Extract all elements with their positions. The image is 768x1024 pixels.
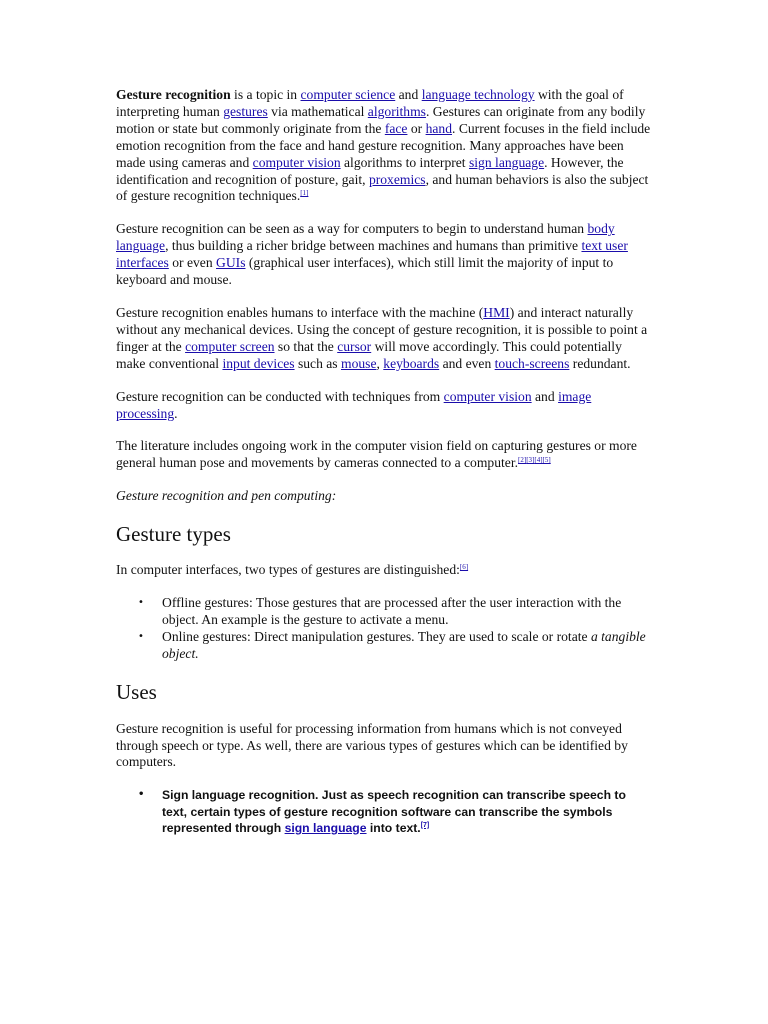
- text-span: Gesture recognition enables humans to interface with the machine (: [116, 304, 484, 320]
- link-hand[interactable]: hand: [425, 120, 453, 136]
- text-span: Gesture recognition can be conducted with techniques from: [116, 388, 444, 404]
- citation-link[interactable]: [5]: [542, 456, 551, 465]
- text-span: algorithms to interpret: [340, 154, 469, 170]
- link-touch-screens[interactable]: touch-screens: [494, 355, 570, 371]
- link-body-language[interactable]: body language: [116, 221, 615, 254]
- citation-link[interactable]: [3]: [526, 456, 535, 465]
- heading-gesture-types: Gesture types: [116, 522, 231, 547]
- intro-paragraph: [116, 87, 652, 205]
- heading-uses: Uses: [116, 679, 157, 704]
- text-span: . Current focuses in the field include emotion recognition from the face and hand gesture recognition. Many approaches have been made using cameras and: [116, 120, 651, 170]
- text-span: into text.: [366, 820, 421, 835]
- text-span: and even: [439, 355, 495, 371]
- gesture-types-list: [116, 595, 652, 663]
- gesture-types-intro: [116, 562, 652, 579]
- link-computer-science[interactable]: computer science: [300, 87, 396, 102]
- hmi-paragraph: [116, 305, 652, 373]
- text-span: or: [407, 120, 426, 136]
- text-span: and: [395, 87, 422, 102]
- text-span: so that the: [274, 338, 338, 354]
- bold-term: Gesture recognition: [116, 87, 231, 102]
- link-cursor[interactable]: cursor: [337, 338, 372, 354]
- uses-list: [116, 787, 652, 836]
- citation: [300, 189, 308, 197]
- body-language-paragraph: [116, 221, 652, 289]
- link-text-user-interfaces[interactable]: text user interfaces: [116, 238, 628, 271]
- text-span: redundant.: [569, 355, 631, 371]
- citation-link[interactable]: [7]: [420, 821, 430, 829]
- literature-paragraph: [116, 438, 652, 472]
- article-body: [116, 87, 652, 836]
- link-image-processing[interactable]: image processing: [116, 388, 592, 421]
- link-language-technology[interactable]: language technology: [421, 87, 535, 102]
- text-span: , and human behaviors is also the subject of gesture recognition techniques.: [116, 171, 649, 204]
- text-span: ,: [376, 355, 384, 371]
- link-guis[interactable]: GUIs: [216, 255, 246, 271]
- text-span: ) and interact naturally without any mechanical devices. Using the concept of gesture recognition, it is possible to point a finger at the: [116, 304, 648, 354]
- text-span: is a topic in: [230, 87, 301, 102]
- link-gestures[interactable]: gestures: [223, 103, 268, 119]
- link-algorithms[interactable]: algorithms: [367, 103, 426, 119]
- citation-link[interactable]: [6]: [459, 563, 469, 572]
- link-face[interactable]: face: [384, 120, 408, 136]
- text-span: a tangible object.: [162, 628, 646, 661]
- uses-paragraph: Gesture recognition is useful for processing information from humans which is not conveyed through speech or type. As well, there are various types of gestures which can be identified by computers.: [116, 720, 628, 770]
- citation-link[interactable]: [1]: [300, 189, 309, 198]
- citation-link[interactable]: [4]: [534, 456, 543, 465]
- text-span: will move accordingly. This could potentially make conventional: [116, 338, 622, 371]
- list-item-sign-language: [116, 787, 652, 836]
- link-proxemics[interactable]: proxemics: [368, 171, 426, 187]
- bullet-icon: •: [138, 789, 145, 801]
- list-item-online: [116, 629, 652, 663]
- link-input-devices[interactable]: input devices: [222, 355, 295, 371]
- text-span: . Gestures can originate from any bodily motion or state but commonly originate from the: [116, 103, 646, 136]
- text-span: Sign language recognition. Just as speech recognition can transcribe speech to text, certain types of gesture recognition software can transcribe the symbols represented through: [162, 788, 626, 835]
- bullet-icon: •: [138, 597, 144, 609]
- link-sign-language[interactable]: sign language: [468, 154, 545, 170]
- bullet-icon: •: [138, 630, 144, 642]
- text-span: such as: [294, 355, 341, 371]
- text-span: (graphical user interfaces), which still limit the majority of input to keyboard and mouse.: [116, 255, 614, 288]
- text-span: The literature includes ongoing work in the computer vision field on capturing gestures or more general human pose and movements by cameras connected to a computer.: [116, 438, 637, 471]
- techniques-paragraph: [116, 389, 652, 423]
- text-span: Gesture recognition can be seen as a way for computers to begin to understand human: [116, 221, 588, 237]
- text-span: via mathematical: [267, 103, 368, 119]
- link-sign-language-2[interactable]: sign language: [284, 820, 367, 835]
- link-computer-screen[interactable]: computer screen: [185, 338, 275, 354]
- pen-computing-caption: Gesture recognition and pen computing:: [116, 488, 337, 504]
- text-span: Offline gestures: Those gestures that are processed after the user interaction with the object. An example is the gesture to activate a menu.: [162, 595, 622, 627]
- text-span: Online gestures: Direct manipulation gestures. They are used to scale or rotate: [162, 628, 591, 644]
- text-span: .: [174, 405, 178, 421]
- link-hmi[interactable]: HMI: [483, 304, 510, 320]
- link-mouse[interactable]: mouse: [341, 355, 377, 371]
- citation: [460, 563, 468, 571]
- citations: [518, 456, 551, 464]
- text-span: In computer interfaces, two types of gestures are distinguished:: [116, 562, 460, 578]
- text-span: with the goal of interpreting human: [116, 87, 624, 119]
- link-computer-vision[interactable]: computer vision: [252, 154, 341, 170]
- citation-link[interactable]: [2]: [518, 456, 527, 465]
- text-span: and: [531, 388, 559, 404]
- text-span: or even: [168, 255, 217, 271]
- link-computer-vision-2[interactable]: computer vision: [443, 388, 532, 404]
- text-span: , thus building a richer bridge between machines and humans than primitive: [165, 238, 582, 254]
- citation: [421, 822, 430, 829]
- text-span: . However, the identification and recognition of posture, gait,: [116, 154, 624, 187]
- link-keyboards[interactable]: keyboards: [383, 355, 440, 371]
- list-item-offline: [116, 595, 652, 629]
